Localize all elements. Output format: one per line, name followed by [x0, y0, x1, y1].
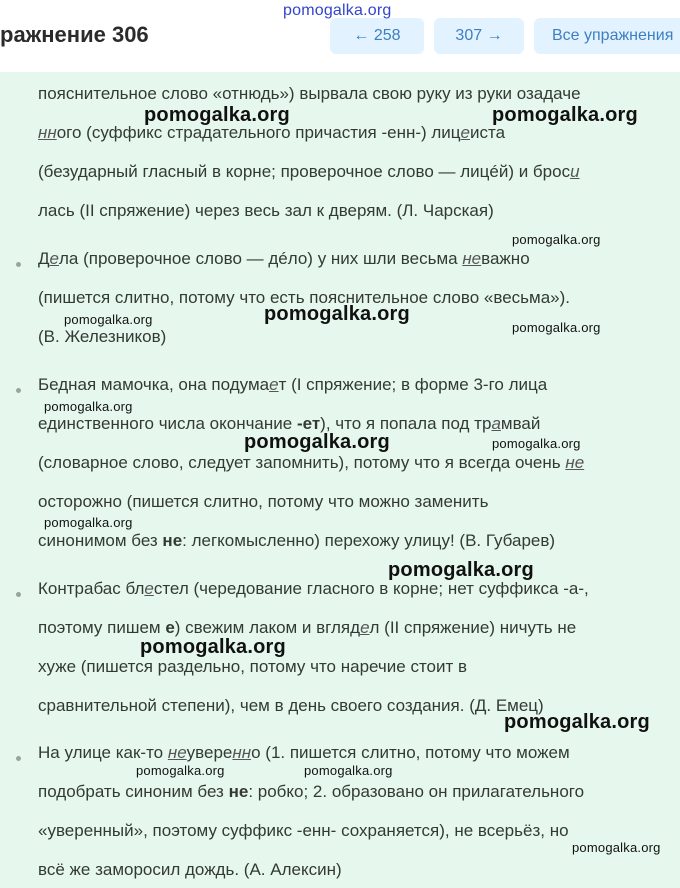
watermark: pomogalka.org — [388, 559, 534, 581]
text-fragment: : легкомысленно) перехожу улицу! (В. Губарев) — [182, 531, 556, 550]
list-bullet — [16, 262, 21, 267]
text-fragment: «уверенный», поэтому суффикс -енн- сохраняется), не всерьёз, но — [38, 821, 569, 840]
watermark: pomogalka.org — [512, 232, 601, 247]
text-fragment: стел (чередование гласного в корне; нет суффикса -а-, — [153, 579, 589, 598]
text-fragment: ого (суффикс страдательного причастия -енн-) лиц — [56, 123, 461, 142]
page-title: ражнение 306 — [0, 22, 149, 47]
text-line — [38, 249, 530, 269]
bold-fragment: -ет — [296, 414, 321, 433]
text-line — [38, 84, 581, 104]
text-line — [38, 579, 589, 599]
text-fragment: л (II спряжение) ничуть не — [369, 618, 577, 637]
text-fragment: осторожно (пишется слитно, потому что можно заменить — [38, 492, 489, 511]
highlighted-letter: е — [144, 579, 154, 598]
text-line — [38, 696, 544, 716]
text-line — [38, 860, 342, 880]
text-line — [38, 782, 584, 802]
watermark: pomogalka.org — [304, 763, 393, 778]
text-fragment: пояснительное слово «отнюдь») вырвала свою руку из руки озадаче — [38, 84, 581, 103]
highlighted-letter: е — [269, 375, 279, 394]
text-fragment: ла (проверочное слово — дéло) у них шли весьма — [58, 249, 463, 268]
text-line — [38, 618, 576, 638]
highlighted-letter: не — [167, 743, 187, 762]
watermark: pomogalka.org — [492, 436, 581, 451]
text-fragment: (безударный гласный в корне; проверочное слово — лицéй) и брос — [38, 162, 571, 181]
highlighted-letter: и — [570, 162, 580, 181]
highlighted-letter: нн — [38, 123, 57, 142]
highlighted-letter: не — [565, 453, 585, 472]
bold-fragment: е — [165, 618, 175, 637]
all-exercises-button[interactable]: Все упражнения — [534, 18, 680, 54]
watermark: pomogalka.org — [140, 636, 286, 658]
text-fragment: сравнительной степени), чем в день своего создания. (Д. Емец) — [38, 696, 544, 715]
text-line — [38, 492, 488, 512]
text-line — [38, 821, 569, 841]
text-fragment: поэтому пишем — [38, 618, 166, 637]
text-fragment: подобрать синоним без — [38, 782, 229, 801]
text-line — [38, 327, 166, 347]
text-line — [38, 657, 467, 677]
highlighted-letter: нн — [232, 743, 252, 762]
watermark: pomogalka.org — [512, 320, 601, 335]
watermark: pomogalka.org — [44, 399, 133, 414]
text-line — [38, 453, 584, 473]
text-fragment: иста — [470, 123, 506, 142]
watermark: pomogalka.org — [64, 312, 153, 327]
watermark: pomogalka.org — [283, 2, 392, 19]
text-fragment: синонимом без — [38, 531, 163, 550]
text-fragment: единственного числа окончание — [38, 414, 297, 433]
watermark: pomogalka.org — [144, 104, 290, 126]
list-bullet — [16, 592, 21, 597]
bold-fragment: не — [228, 782, 249, 801]
watermark: pomogalka.org — [264, 303, 410, 325]
text-fragment: Бедная мамочка, она подума — [38, 375, 270, 394]
highlighted-letter: е — [49, 249, 59, 268]
watermark: pomogalka.org — [504, 711, 650, 733]
list-bullet — [16, 388, 21, 393]
text-fragment: о (1. пишется слитно, потому что можем — [251, 743, 570, 762]
next-exercise-button[interactable]: 307 → — [434, 18, 524, 54]
text-fragment: ) свежим лаком и вгляд — [174, 618, 361, 637]
highlighted-letter: не — [462, 249, 482, 268]
watermark: pomogalka.org — [572, 840, 661, 855]
text-line — [38, 201, 494, 221]
text-fragment: т (I спряжение; в форме 3-го лица — [278, 375, 548, 394]
text-fragment: Контрабас бл — [38, 579, 145, 598]
text-fragment: На улице как-то — [38, 743, 168, 762]
text-fragment: (пишется слитно, потому что есть пояснительное слово «весьма»). — [38, 288, 570, 307]
highlighted-letter: е — [460, 123, 471, 142]
text-fragment: мвай — [500, 414, 541, 433]
watermark: pomogalka.org — [492, 104, 638, 126]
text-fragment: лась (II спряжение) через весь зал к дверям. (Л. Чарская) — [38, 201, 494, 220]
watermark: pomogalka.org — [44, 515, 133, 530]
bold-fragment: не — [162, 531, 183, 550]
text-fragment: увере — [186, 743, 233, 762]
text-fragment: ), что я попала под тр — [320, 414, 492, 433]
highlighted-letter: е — [360, 618, 370, 637]
text-line — [38, 375, 547, 395]
text-fragment: хуже (пишется раздельно, потому что наречие стоит в — [38, 657, 468, 676]
prev-exercise-button[interactable]: ← 258 — [330, 18, 424, 54]
text-fragment: (В. Железников) — [38, 327, 167, 346]
text-line — [38, 743, 570, 763]
text-line — [38, 531, 555, 551]
watermark: pomogalka.org — [244, 431, 390, 453]
text-line — [38, 162, 580, 182]
text-fragment: : робко; 2. образовано он прилагательного — [248, 782, 585, 801]
watermark: pomogalka.org — [136, 763, 225, 778]
text-fragment: (словарное слово, следует запомнить), потому что я всегда очень — [38, 453, 566, 472]
text-fragment: всё же заморосил дождь. (А. Алексин) — [38, 860, 342, 879]
text-fragment: Д — [38, 249, 50, 268]
highlighted-letter: а — [491, 414, 501, 433]
text-fragment: важно — [481, 249, 530, 268]
list-bullet — [16, 756, 21, 761]
